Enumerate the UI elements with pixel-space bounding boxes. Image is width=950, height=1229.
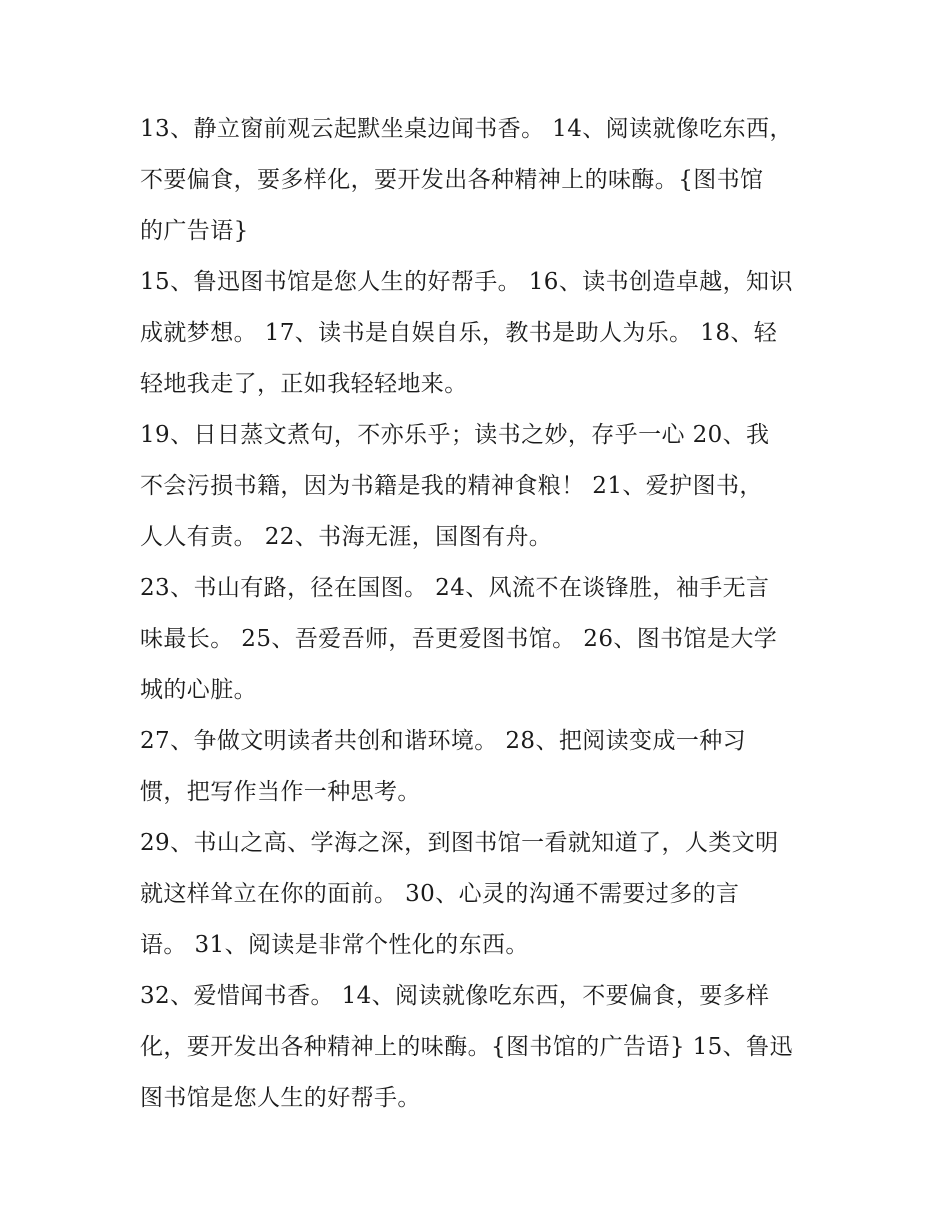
text-line: 轻地我走了，正如我轻轻地来。 (140, 371, 468, 397)
text-line: 13、静立窗前观云起默坐桌边闻书香。 14、阅读就像吃东西， (140, 116, 793, 142)
text-line: 味最长。 25、吾爱吾师，吾更爱图书馆。 26、图书馆是大学 (140, 626, 778, 652)
text-line: 32、爱惜闻书香。 14、阅读就像吃东西，不要偏食，要多样 (140, 983, 770, 1009)
text-line: 成就梦想。 17、读书是自娱自乐，教书是助人为乐。 18、轻 (140, 320, 778, 346)
text-line: 19、日日蒸文煮句，不亦乐乎；读书之妙，存乎一心 20、我 (140, 422, 770, 448)
text-line: 图书馆是您人生的好帮手。 (140, 1085, 421, 1111)
text-line: 27、争做文明读者共创和谐环境。 28、把阅读变成一种习 (140, 728, 747, 754)
text-line: 15、鲁迅图书馆是您人生的好帮手。 16、读书创造卓越，知识 (140, 269, 793, 295)
text-line: 的广告语} (140, 218, 249, 244)
text-line: 不会污损书籍，因为书籍是我的精神食粮！ 21、爱护图书， (140, 473, 763, 499)
document-body (140, 104, 820, 1124)
text-line: 城的心脏。 (140, 677, 257, 703)
text-line: 惯，把写作当作一种思考。 (140, 779, 421, 805)
text-line: 化，要开发出各种精神上的味酶。{图书馆的广告语} 15、鲁迅 (140, 1034, 793, 1060)
text-line: 语。 31、阅读是非常个性化的东西。 (140, 932, 529, 958)
text-line: 人人有责。 22、书海无涯，国图有舟。 (140, 524, 553, 550)
text-line: 就这样耸立在你的面前。 30、心灵的沟通不需要过多的言 (140, 881, 740, 907)
text-line: 29、书山之高、学海之深，到图书馆一看就知道了，人类文明 (140, 830, 779, 856)
text-line: 不要偏食，要多样化，要开发出各种精神上的味酶。{图书馆 (140, 167, 764, 193)
text-line: 23、书山有路，径在国图。 24、风流不在谈锋胜，袖手无言 (140, 575, 770, 601)
